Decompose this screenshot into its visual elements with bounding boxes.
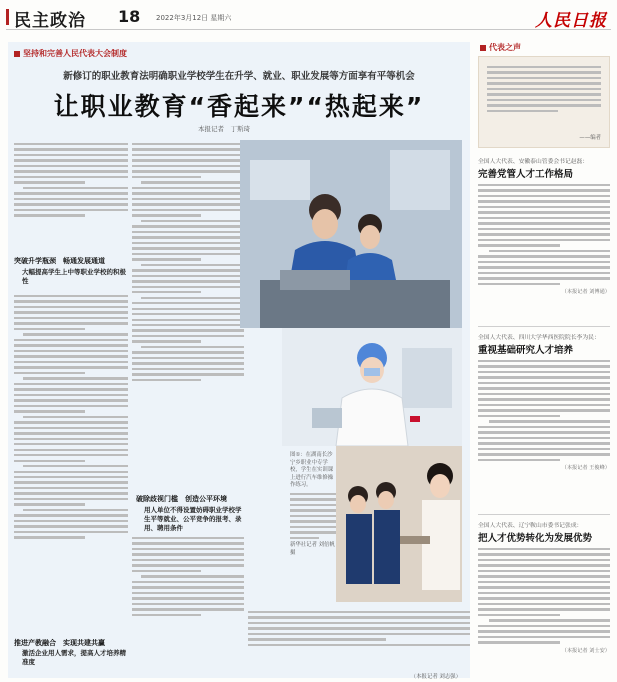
body-column-2b xyxy=(132,534,244,672)
sidebar-divider-1 xyxy=(478,326,610,327)
feature-article xyxy=(8,42,470,678)
representatives-voice-column xyxy=(476,42,613,678)
section-deck-2: 用人单位不得设置妨碍职业学校学生平等就业、公平竞争的报考、录用、聘用条件 xyxy=(144,506,242,532)
article-3-title: 把人才优势转化为发展优势 xyxy=(478,533,593,544)
section-title: 民主政治 xyxy=(14,11,86,31)
section-deck-1: 大幅提高学生上中等职业学校的积极性 xyxy=(22,268,126,285)
article-2-reporter: （本报记者 王俊峰） xyxy=(561,465,610,472)
section-heading-2: 破除歧视门槛 创造公平环境 xyxy=(136,495,227,503)
article-2-title: 重视基础研究人才培养 xyxy=(478,345,574,356)
feature-headline: 让职业教育“香起来”“热起来” xyxy=(53,92,425,121)
article-2-body xyxy=(478,360,610,461)
body-column-3 xyxy=(248,608,470,672)
editor-signature: ——编者 xyxy=(579,135,601,141)
section-deck-3: 激活企业用人需求，提高人才培养精准度 xyxy=(22,649,126,666)
feature-kicker: 坚持和完善人民代表大会制度 xyxy=(14,48,127,59)
photo-teacher-students xyxy=(336,446,462,602)
lab-student-illustration xyxy=(282,328,462,446)
newspaper-logo: 人民日报 xyxy=(535,11,607,31)
body-column-1 xyxy=(14,140,128,252)
sidebar-article-2 xyxy=(478,334,610,471)
masthead xyxy=(6,4,611,30)
sidebar-kicker: 代表之声 xyxy=(480,42,521,53)
section-heading-3: 推进产教融合 实现共建共赢 xyxy=(14,639,105,647)
editor-note-text xyxy=(479,57,609,121)
photo-students-workshop xyxy=(240,140,462,328)
article-3-reporter: （本报记者 刘士安） xyxy=(561,647,610,654)
article-1-author: 全国人大代表、安徽泰山管委会书记赵磊： xyxy=(478,159,589,165)
article-1-body xyxy=(478,184,610,285)
editor-note-box xyxy=(478,56,610,148)
students-workshop-illustration xyxy=(240,140,462,328)
photo-caption xyxy=(290,452,336,558)
article-1-reporter: （本报记者 刘博通） xyxy=(561,289,610,296)
section-heading-1: 突破升学瓶颈 畅通发展通道 xyxy=(14,257,105,265)
caption-first-line: 图①：在湖南长沙宁乡职业中专学校，学生在实训课上进行汽车维修操作练习。 xyxy=(290,452,334,489)
caption-more xyxy=(290,493,336,539)
feature-byline: 本报记者 丁斯琦 xyxy=(198,125,250,133)
issue-date: 2022年3月12日 星期六 xyxy=(156,14,232,22)
body-column-2 xyxy=(132,140,244,488)
sidebar-article-1 xyxy=(478,158,610,295)
feature-footer-reporter: （本报记者 刘志强） xyxy=(410,674,461,680)
article-1-title: 完善党管人才工作格局 xyxy=(478,169,574,180)
article-2-author: 全国人大代表、四川大学华西医院院长李为民： xyxy=(478,335,600,341)
article-3-body xyxy=(478,548,610,644)
feature-subtitle: 新修订的职业教育法明确职业学校学生在升学、就业、职业发展等方面享有平等机会 xyxy=(63,71,415,82)
section-marker xyxy=(6,9,9,25)
sidebar-article-3 xyxy=(478,522,610,654)
body-column-1b xyxy=(14,292,128,630)
photo-lab-student xyxy=(282,328,462,446)
sidebar-divider-2 xyxy=(478,514,610,515)
article-3-author: 全国人大代表、辽宁鞍山市委书记张成： xyxy=(478,523,583,529)
page-number: 18 xyxy=(118,7,141,26)
photo-credit: 新华社记者 刘倍帆摄 xyxy=(290,542,335,556)
teacher-students-illustration xyxy=(336,446,462,602)
